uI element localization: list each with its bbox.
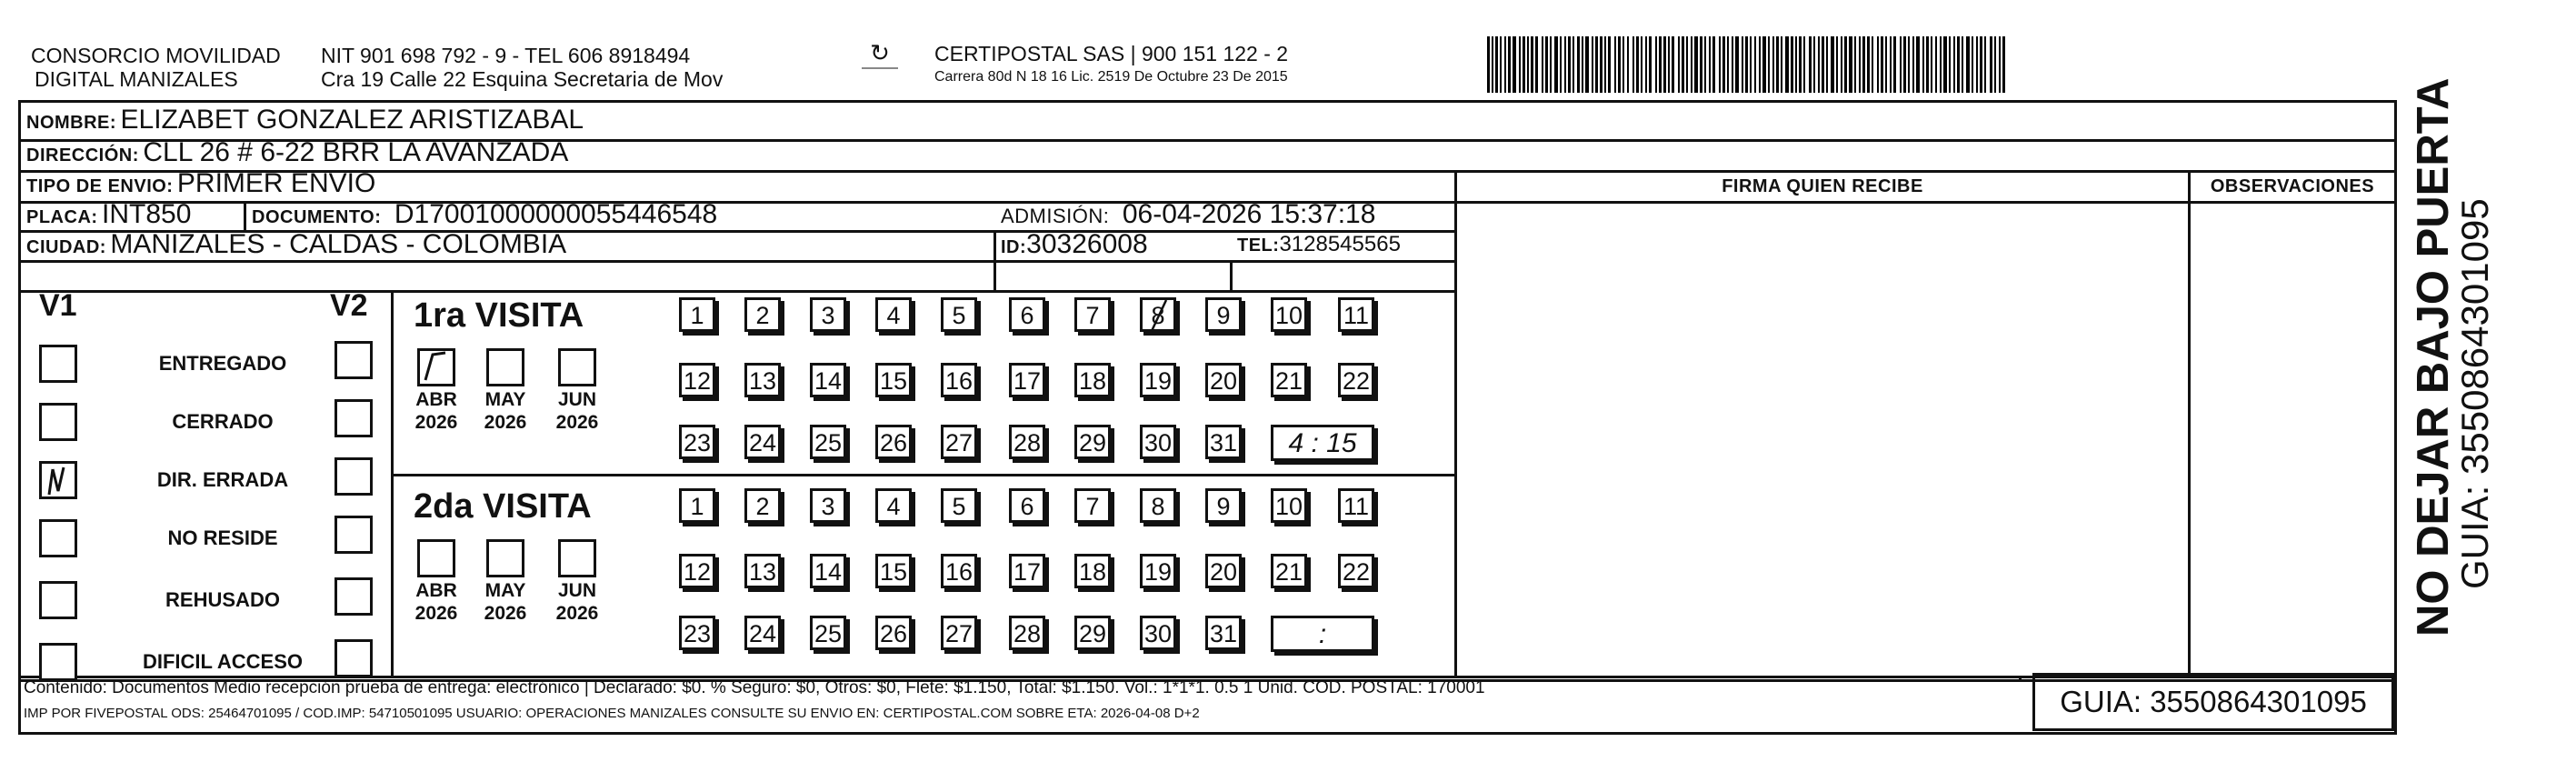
day-box[interactable] [679, 297, 715, 332]
month-checkbox[interactable] [558, 348, 596, 386]
status-label: NO RESIDE [167, 526, 278, 549]
day-box[interactable] [1140, 363, 1176, 397]
delivery-form [18, 100, 2397, 682]
day-box[interactable] [1009, 297, 1045, 332]
month-label [553, 388, 602, 434]
day-box[interactable] [1271, 488, 1307, 523]
status-label: DIR. ERRADA [156, 468, 289, 491]
nit-line: NIT 901 698 792 - 9 - TEL 606 8918494 [321, 44, 691, 67]
nombre-value: ELIZABET GONZALEZ ARISTIZABAL [120, 105, 584, 135]
logo-underline [862, 67, 898, 69]
time-box[interactable] [1271, 425, 1374, 461]
day-number: 24 [748, 620, 777, 647]
address-line: Cra 19 Calle 22 Esquina Secretaria de Mov [321, 67, 724, 91]
month-name: JUN [557, 580, 596, 601]
day-number: 30 [1143, 620, 1173, 647]
day-box[interactable] [744, 488, 781, 523]
placa-field [26, 199, 191, 230]
day-box[interactable] [744, 425, 781, 459]
tracking-barcode [1487, 36, 2214, 93]
month-year: 2026 [414, 412, 458, 433]
day-number: 15 [879, 558, 908, 586]
day-number: 3 [821, 493, 835, 520]
day-number: 9 [1216, 493, 1231, 520]
month-checkbox[interactable] [417, 348, 455, 386]
day-box[interactable] [1205, 554, 1242, 588]
direccion-value: CLL 26 # 6-22 BRR LA AVANZADA [143, 137, 569, 167]
certipostal-line1: CERTIPOSTAL SAS | 900 151 122 - 2 [934, 42, 1289, 65]
nombre-label: NOMBRE: [26, 113, 117, 133]
id-label: ID: [1001, 237, 1027, 257]
day-box[interactable] [1205, 488, 1242, 523]
day-number: 28 [1013, 620, 1042, 647]
footer-content-line: Contenido: Documentos Medio recepción prueba de entrega: electrónico | Declarado: $0. % Seguro: $0, Otros: $0, Flete: $1.150, Total: $1.150. Vol.: 1*1*1. 0.5 1 Unid. COD. POSTAL: 170001 [24, 678, 1485, 697]
firma-label: FIRMA QUIEN RECIBE [1722, 176, 1923, 196]
day-box[interactable] [679, 616, 715, 650]
documento-value: D17001000000055446548 [394, 199, 718, 229]
certipostal-logo-icon [862, 40, 898, 69]
day-number: 30 [1143, 429, 1173, 456]
company-name-line2: DIGITAL MANIZALES [35, 67, 238, 91]
status-label: DIFICIL ACCESO [142, 650, 303, 673]
day-box[interactable] [744, 297, 781, 332]
day-number: 18 [1078, 367, 1107, 395]
day-box[interactable] [1009, 363, 1045, 397]
month-year: 2026 [414, 603, 458, 624]
day-number: 8 [1151, 302, 1165, 329]
day-number: 13 [748, 367, 777, 395]
month-year: 2026 [555, 603, 599, 624]
certipostal-info [934, 42, 1288, 87]
day-box[interactable] [875, 297, 912, 332]
day-number: 25 [814, 429, 843, 456]
day-number: 11 [1343, 302, 1370, 329]
day-number: 20 [1209, 367, 1238, 395]
placa-label: PLACA: [26, 207, 98, 227]
day-box[interactable] [810, 297, 846, 332]
month-label [481, 388, 530, 434]
month-label [481, 579, 530, 625]
day-box[interactable] [1074, 554, 1111, 588]
tel-label: TEL: [1237, 236, 1280, 256]
day-box[interactable] [875, 363, 912, 397]
day-number: 4 [886, 493, 901, 520]
month-label [553, 579, 602, 625]
day-box[interactable] [810, 488, 846, 523]
v2-checkbox[interactable] [334, 341, 373, 379]
time-value: 4 : 15 [1288, 428, 1357, 458]
side-warning-text: NO DEJAR BAJO PUERTA [2409, 77, 2458, 637]
day-number: 15 [879, 367, 908, 395]
day-box[interactable] [1074, 616, 1111, 650]
documento-field [252, 199, 717, 230]
day-box[interactable] [941, 488, 977, 523]
day-number: 22 [1342, 367, 1371, 395]
day-box[interactable] [1009, 425, 1045, 459]
day-box[interactable] [1140, 616, 1176, 650]
day-number: 12 [683, 367, 712, 395]
day-box[interactable] [1074, 488, 1111, 523]
day-box[interactable] [1140, 554, 1176, 588]
day-number: 16 [944, 558, 973, 586]
day-box[interactable] [1205, 425, 1242, 459]
day-number: 5 [952, 302, 966, 329]
month-label [412, 579, 461, 625]
day-number: 17 [1013, 558, 1042, 586]
ciudad-field [26, 229, 566, 260]
v2-checkbox[interactable] [334, 457, 373, 496]
day-number: 25 [814, 620, 843, 647]
day-number: 23 [683, 620, 712, 647]
day-number: 23 [683, 429, 712, 456]
day-number: 17 [1013, 367, 1042, 395]
id-value: 30326008 [1026, 229, 1148, 259]
barcode-bar [2002, 36, 2005, 93]
day-box[interactable] [1338, 297, 1374, 332]
v2-checkbox[interactable] [334, 399, 373, 437]
day-box[interactable] [941, 425, 977, 459]
ciudad-label: CIUDAD: [26, 237, 106, 257]
day-box[interactable] [875, 488, 912, 523]
status-label: CERRADO [172, 410, 274, 433]
day-number: 18 [1078, 558, 1107, 586]
day-number: 22 [1342, 558, 1371, 586]
status-label: ENTREGADO [158, 352, 287, 375]
time-value: : [1318, 619, 1327, 649]
day-box[interactable] [1140, 297, 1176, 332]
day-number: 9 [1216, 302, 1231, 329]
day-number: 5 [952, 493, 966, 520]
day-box[interactable] [1271, 363, 1307, 397]
day-box[interactable] [1009, 616, 1045, 650]
v1-checkbox[interactable] [39, 519, 77, 557]
day-box[interactable] [941, 297, 977, 332]
ciudad-value: MANIZALES - CALDAS - COLOMBIA [110, 229, 567, 259]
v2-header: V2 [330, 288, 368, 323]
day-number: 28 [1013, 429, 1042, 456]
month-year: 2026 [484, 603, 527, 624]
day-box[interactable] [1074, 363, 1111, 397]
nombre-field [26, 105, 584, 135]
day-number: 10 [1274, 493, 1303, 520]
day-number: 10 [1274, 302, 1303, 329]
day-number: 19 [1143, 367, 1173, 395]
day-number: 14 [814, 367, 843, 395]
v2-checkbox[interactable] [334, 516, 373, 554]
month-year: 2026 [484, 412, 527, 433]
day-number: 11 [1343, 493, 1370, 520]
month-year: 2026 [555, 412, 599, 433]
day-number: 20 [1209, 558, 1238, 586]
firma-area[interactable] [1457, 204, 2186, 675]
month-checkbox[interactable] [417, 539, 455, 577]
visit1-title: 1ra VISITA [414, 296, 584, 335]
day-number: 26 [879, 429, 908, 456]
tipo-envio-field [26, 168, 375, 199]
v1-checkbox[interactable] [39, 345, 77, 383]
day-box[interactable] [744, 616, 781, 650]
day-box[interactable] [1074, 425, 1111, 459]
v1-header: V1 [39, 288, 77, 323]
day-number: 3 [821, 302, 835, 329]
day-number: 4 [886, 302, 901, 329]
day-box[interactable] [1205, 616, 1242, 650]
month-checkbox[interactable] [486, 348, 524, 386]
admision-label: ADMISIÓN: [1001, 205, 1110, 227]
day-number: 24 [748, 429, 777, 456]
day-number: 27 [944, 620, 973, 647]
day-box[interactable] [810, 425, 846, 459]
day-number: 6 [1020, 302, 1034, 329]
day-number: 14 [814, 558, 843, 586]
observaciones-area[interactable] [2191, 204, 2394, 675]
footer-frame [18, 671, 2397, 735]
day-number: 8 [1151, 493, 1165, 520]
day-box[interactable] [1074, 297, 1111, 332]
day-box[interactable] [1009, 488, 1045, 523]
day-box[interactable] [810, 554, 846, 588]
day-number: 21 [1274, 558, 1303, 586]
day-box[interactable] [941, 363, 977, 397]
day-box[interactable] [1205, 363, 1242, 397]
day-box[interactable] [1338, 488, 1374, 523]
day-box[interactable] [679, 425, 715, 459]
day-number: 27 [944, 429, 973, 456]
day-number: 2 [755, 493, 770, 520]
day-box[interactable] [1009, 554, 1045, 588]
day-box[interactable] [1271, 297, 1307, 332]
day-box[interactable] [679, 363, 715, 397]
placa-value: INT850 [102, 199, 192, 229]
documento-label: DOCUMENTO: [252, 207, 382, 227]
day-number: 7 [1085, 302, 1100, 329]
month-name: MAY [484, 389, 526, 410]
day-number: 31 [1209, 620, 1238, 647]
day-number: 29 [1078, 620, 1107, 647]
day-box[interactable] [875, 425, 912, 459]
time-box[interactable] [1271, 616, 1374, 652]
month-checkbox[interactable] [486, 539, 524, 577]
day-number: 1 [690, 302, 704, 329]
status-label: REHUSADO [165, 588, 280, 611]
company-name-line1: CONSORCIO MOVILIDAD [31, 44, 281, 67]
day-box[interactable] [875, 616, 912, 650]
day-number: 12 [683, 558, 712, 586]
admision-field [1001, 199, 1375, 230]
month-name: MAY [484, 580, 526, 601]
v1-checkbox[interactable] [39, 403, 77, 441]
direccion-field [26, 137, 568, 168]
v1-checkbox[interactable] [39, 581, 77, 619]
day-box[interactable] [941, 554, 977, 588]
day-box[interactable] [1271, 554, 1307, 588]
day-box[interactable] [679, 488, 715, 523]
month-checkbox[interactable] [558, 539, 596, 577]
day-number: 6 [1020, 493, 1034, 520]
side-guia-text: GUIA: 3550864301095 [2453, 198, 2496, 589]
day-number: 7 [1085, 493, 1100, 520]
day-box[interactable] [1205, 297, 1242, 332]
day-number: 1 [690, 493, 704, 520]
company-contact [321, 44, 723, 91]
day-number: 13 [748, 558, 777, 586]
footer-print-line: IMP POR FIVEPOSTAL ODS: 25464701095 / COD.IMP: 54710501095 USUARIO: OPERACIONES MANIZALES CONSULTE SU ENVIO EN: CERTIPOSTAL.COM SOBRE ETA: 2026-04-08 D+2 [24, 706, 1200, 721]
month-label [412, 388, 461, 434]
day-box[interactable] [810, 616, 846, 650]
tipo-envio-value: PRIMER ENVIO [176, 168, 376, 198]
v1-checkbox[interactable] [39, 461, 77, 499]
day-box[interactable] [1338, 554, 1374, 588]
side-warning [2409, 77, 2496, 637]
tipo-envio-label: TIPO DE ENVIO: [26, 176, 174, 196]
tel-field [1237, 232, 1401, 257]
id-field [1001, 229, 1148, 260]
day-number: 21 [1274, 367, 1303, 395]
month-name: JUN [557, 389, 596, 410]
logo-glyph: ↻ [870, 39, 890, 66]
day-box[interactable] [1140, 425, 1176, 459]
v2-checkbox[interactable] [334, 577, 373, 616]
month-name: ABR [415, 580, 457, 601]
day-number: 19 [1143, 558, 1173, 586]
admision-value: 06-04-2026 15:37:18 [1122, 199, 1376, 229]
day-number: 29 [1078, 429, 1107, 456]
direccion-label: DIRECCIÓN: [26, 145, 139, 165]
day-box[interactable] [744, 554, 781, 588]
day-box[interactable] [1338, 363, 1374, 397]
footer-guia-text: GUIA: 3550864301095 [2060, 685, 2367, 718]
day-box[interactable] [744, 363, 781, 397]
observaciones-label: OBSERVACIONES [2210, 176, 2375, 196]
day-number: 26 [879, 620, 908, 647]
day-box[interactable] [941, 616, 977, 650]
day-box[interactable] [1140, 488, 1176, 523]
day-box[interactable] [679, 554, 715, 588]
day-box[interactable] [810, 363, 846, 397]
day-number: 16 [944, 367, 973, 395]
day-number: 31 [1209, 429, 1238, 456]
month-name: ABR [415, 389, 457, 410]
visit2-title: 2da VISITA [414, 487, 592, 526]
day-number: 2 [755, 302, 770, 329]
day-box[interactable] [875, 554, 912, 588]
tel-value: 3128545565 [1279, 232, 1401, 256]
company-name [31, 44, 281, 91]
certipostal-line2: Carrera 80d N 18 16 Lic. 2519 De Octubre 23 De 2015 [934, 69, 1288, 85]
